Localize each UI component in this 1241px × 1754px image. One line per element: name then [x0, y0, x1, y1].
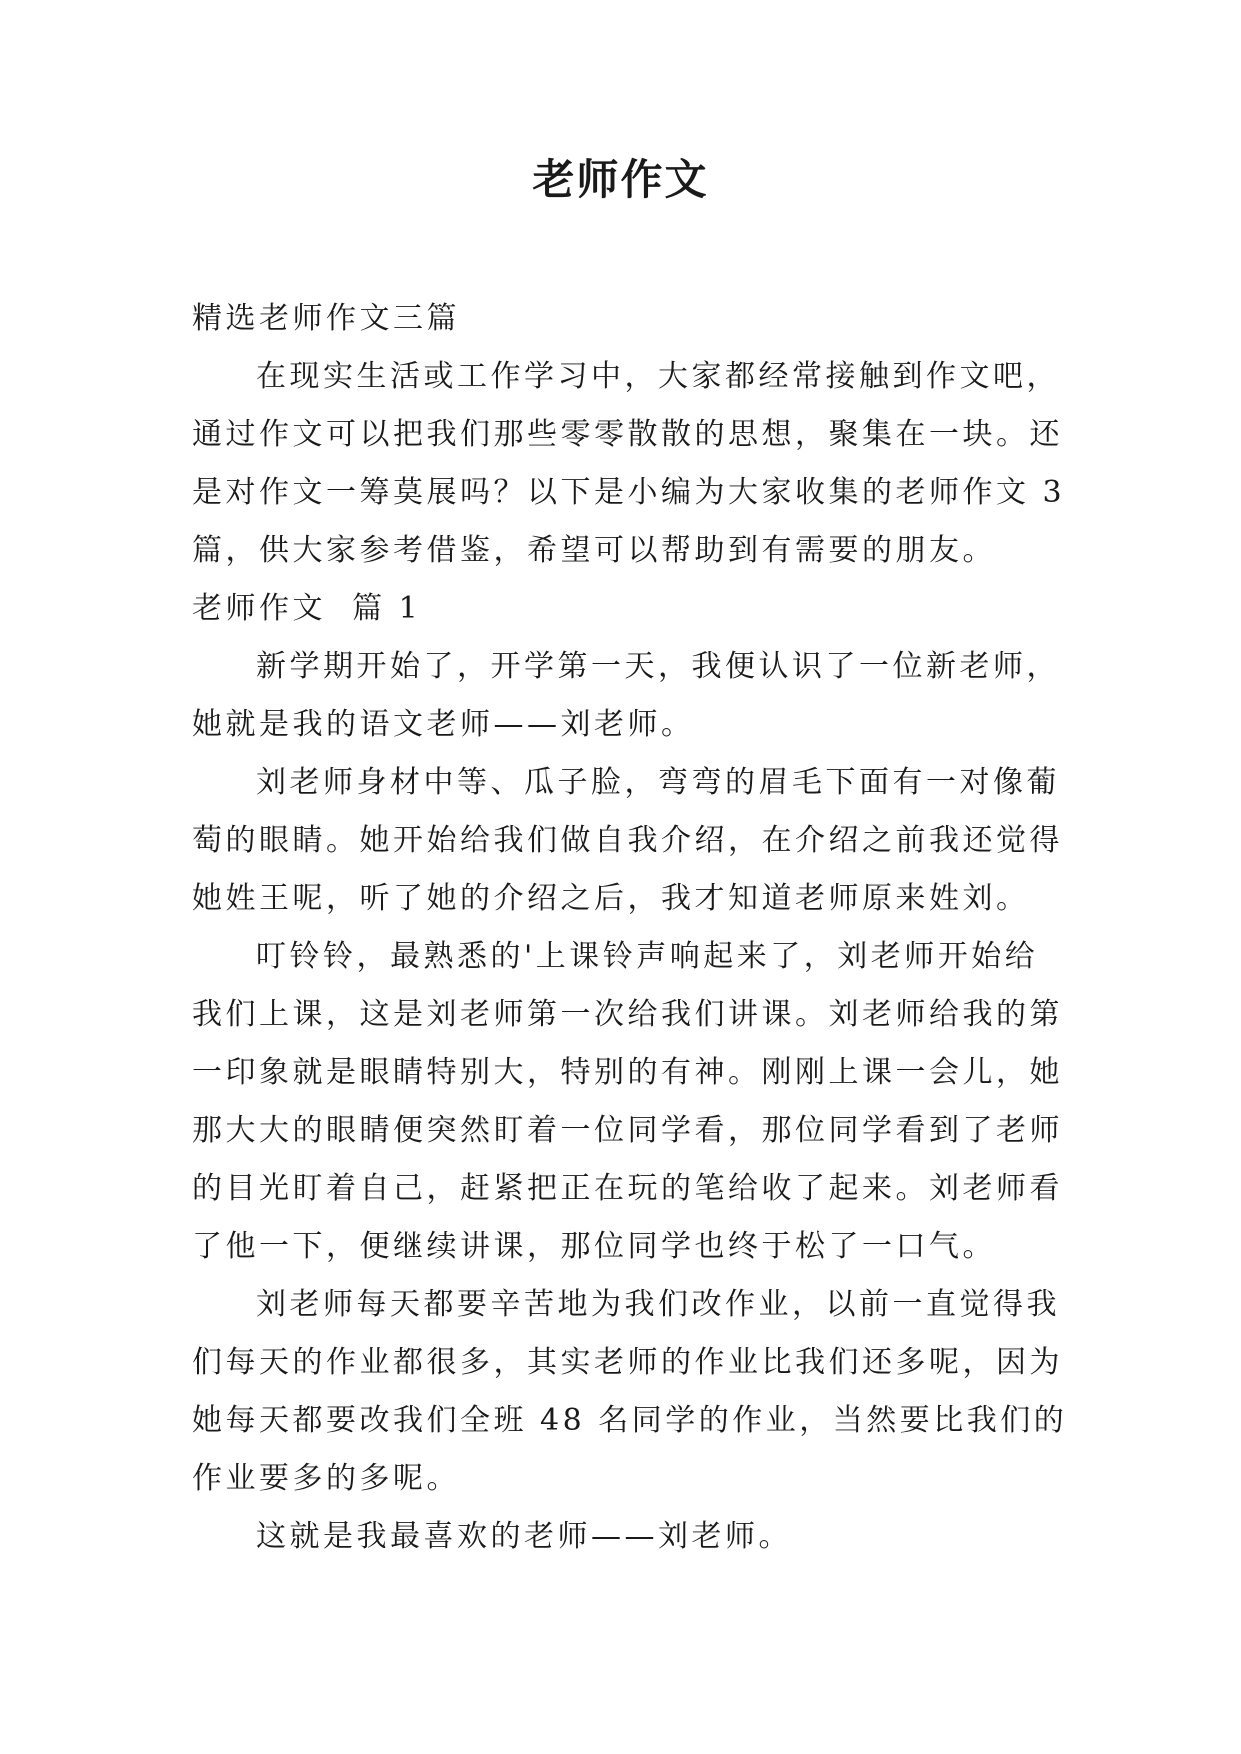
document-title: 老师作文 [532, 155, 709, 204]
text-line: 叮铃铃，最熟悉的'上课铃声响起来了，刘老师开始给 [256, 939, 1039, 974]
text-line: 的目光盯着自己，赶紧把正在玩的笔给收了起来。刘老师看 [192, 1171, 1063, 1206]
document-body [192, 290, 1068, 1566]
text-line: 她就是我的语文老师——刘老师。 [192, 707, 695, 742]
text-line: 是对作文一筹莫展吗？以下是小编为大家收集的老师作文 3 [192, 475, 1066, 510]
text-line: 了他一下，便继续讲课，那位同学也终于松了一口气。 [192, 1229, 996, 1264]
text-line: 篇，供大家参考借鉴，希望可以帮助到有需要的朋友。 [192, 533, 996, 568]
text-line: 她姓王呢，听了她的介绍之后，我才知道老师原来姓刘。 [192, 881, 1030, 916]
text-line: 那大大的眼睛便突然盯着一位同学看，那位同学看到了老师 [192, 1113, 1063, 1148]
text-line: 萄的眼睛。她开始给我们做自我介绍，在介绍之前我还觉得 [192, 823, 1063, 858]
text-line: 新学期开始了，开学第一天，我便认识了一位新老师， [256, 649, 1060, 684]
text-line: 她每天都要改我们全班 48 名同学的作业，当然要比我们的 [192, 1403, 1068, 1438]
text-line: 们每天的作业都很多，其实老师的作业比我们还多呢，因为 [192, 1345, 1063, 1380]
text-line: 通过作文可以把我们那些零零散散的思想，聚集在一块。还 [192, 417, 1063, 452]
text-line: 作业要多的多呢。 [192, 1461, 460, 1496]
text-line: 在现实生活或工作学习中，大家都经常接触到作文吧， [256, 359, 1060, 394]
text-line: 刘老师身材中等、瓜子脸，弯弯的眉毛下面有一对像葡 [256, 765, 1060, 800]
text-line: 我们上课，这是刘老师第一次给我们讲课。刘老师给我的第 [192, 997, 1063, 1032]
text-line: 刘老师每天都要辛苦地为我们改作业，以前一直觉得我 [256, 1287, 1060, 1322]
section-heading: 老师作文 篇 1 [192, 591, 422, 626]
text-line: 精选老师作文三篇 [192, 301, 460, 336]
text-line: 一印象就是眼睛特别大，特别的有神。刚刚上课一会儿，她 [192, 1055, 1063, 1090]
text-line: 这就是我最喜欢的老师——刘老师。 [256, 1519, 792, 1554]
